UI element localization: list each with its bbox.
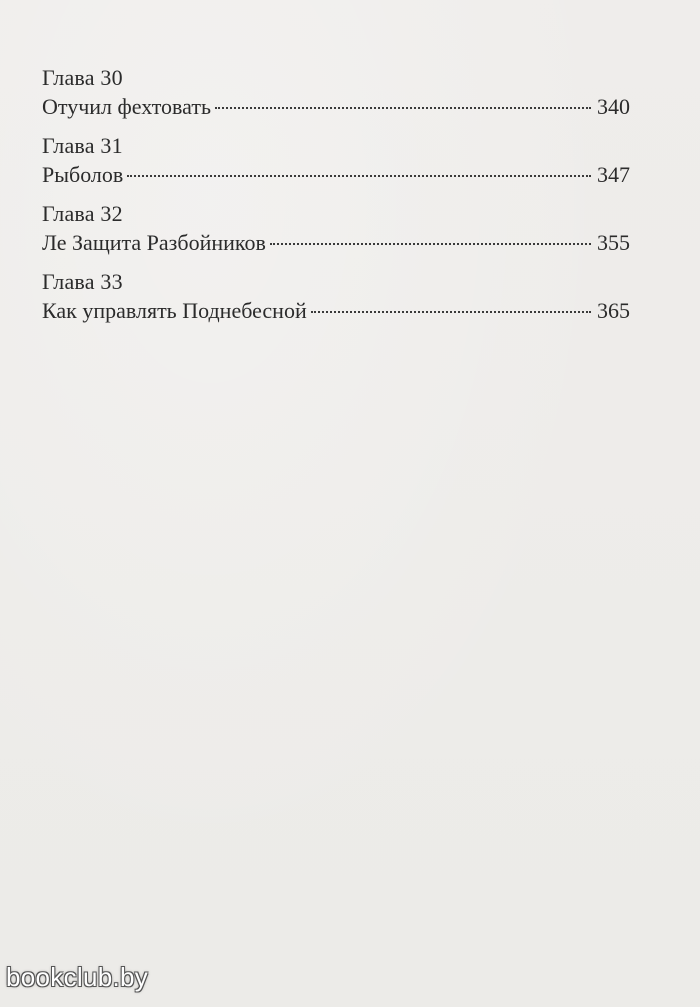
- dot-leader: [270, 243, 591, 245]
- chapter-label: Глава 31: [42, 133, 123, 158]
- chapter-title: Как управлять Поднебесной: [42, 298, 307, 323]
- toc-entry: [42, 200, 630, 258]
- chapter-title: Рыболов: [42, 162, 124, 187]
- toc-entry: [42, 64, 630, 122]
- toc-title-line: [42, 160, 630, 190]
- table-of-contents: [42, 64, 630, 336]
- chapter-title: Отучил фехтовать: [42, 94, 211, 119]
- toc-entry: [42, 132, 630, 190]
- toc-entry: [42, 268, 630, 326]
- dot-leader: [311, 311, 591, 313]
- dot-leader: [215, 107, 591, 109]
- page-number: 365: [597, 298, 630, 323]
- toc-title-line: [42, 296, 630, 326]
- page-number: 347: [597, 162, 630, 187]
- toc-title-line: [42, 228, 630, 258]
- chapter-label: Глава 30: [42, 65, 123, 90]
- dot-leader: [127, 175, 591, 177]
- chapter-label: Глава 32: [42, 201, 123, 226]
- chapter-label: Глава 33: [42, 269, 123, 294]
- toc-title-line: [42, 92, 630, 122]
- page-number: 340: [597, 94, 630, 119]
- page-number: 355: [597, 230, 630, 255]
- watermark: bookclub.by: [6, 962, 149, 992]
- chapter-title: Ле Защита Разбойников: [42, 230, 266, 255]
